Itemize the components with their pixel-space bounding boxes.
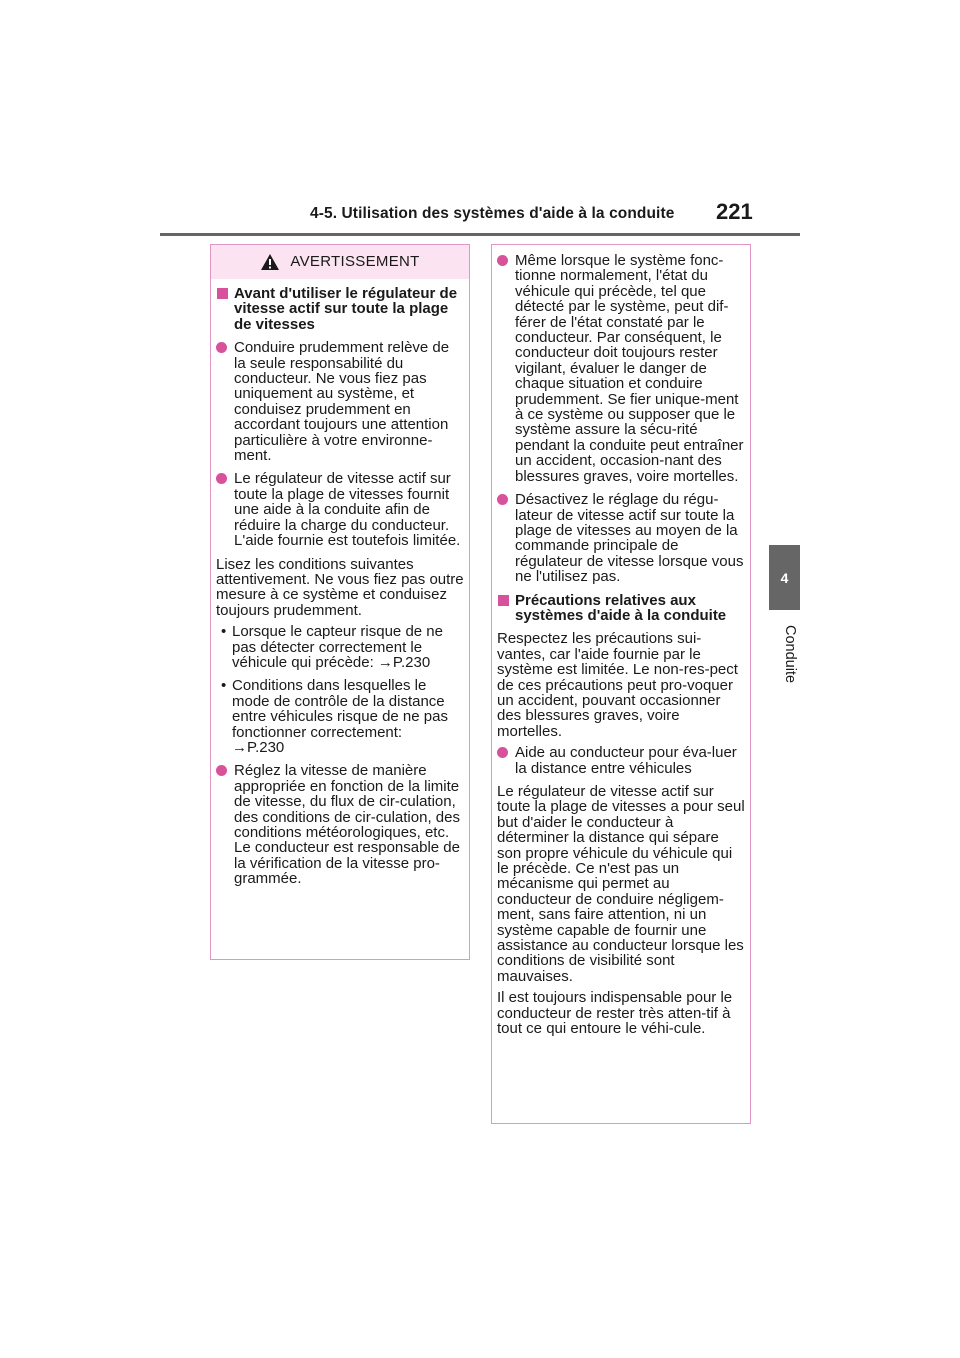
warning-header (211, 245, 469, 279)
bullet-item: Conduire prudemment relève de la seule responsabilité du conducteur. Ne vous fiez pas uniquement au système, et conduisez prudemment en accordant toujours une attention particulière à votre environne-ment. (216, 340, 464, 463)
page-reference-link[interactable]: →P.230 (232, 738, 285, 756)
header-rule (160, 233, 800, 236)
section-title: 4-5. Utilisation des systèmes d'aide à la conduite (310, 205, 675, 222)
section-heading: Avant d'utiliser le régulateur de vitesse actif sur toute la plage de vitesses (216, 286, 464, 332)
warning-heading: AVERTISSEMENT (290, 253, 420, 271)
dash-item-text: Conditions dans lesquelles le mode de contrôle de la distance entre véhicules risque de ne pas fonctionner correctement: (232, 677, 448, 741)
chapter-label: Conduite (782, 625, 798, 684)
continued-warning-box (491, 244, 751, 1124)
paragraph: Respectez les précautions sui-vantes, car l'aide fournie par le système est limitée. Le non-res-pect de ces précautions peut pro-voquer un accident, pouvant occasionner des blessures graves, voire mortelles. (497, 630, 738, 740)
warning-triangle-icon (260, 253, 280, 271)
paragraph: Le régulateur de vitesse actif sur toute la plage de vitesses a pour seul but d'aider le conducteur à déterminer la distance qui sépare son propre véhicule du véhicule qui le précède. Ce n'est pas un mécanisme qui permet au conducteur de conduire négligem-ment, sans faire attention, ni un système capable de fournir une assistance au conducteur lorsque les conditions de visibilité sont mauvaises. (497, 783, 745, 985)
page-number: 221 (716, 199, 753, 224)
bullet-item: Même lorsque le système fonc-tionne normalement, l'état du véhicule qui précède, tel que détecté par le système, peut dif-férer de l'état constaté par le conducteur. Par conséquent, le conducteur doit toujours rester vigilant, évaluer le danger de chaque situation et conduire prudemment. Se fier unique-ment à ce système ou supposer que le système assure la sécu-rité pendant la conduite peut entraîner un accident, occasion-nant des blessures graves, voire mortelles. (497, 253, 745, 484)
section-heading: Précautions relatives aux systèmes d'aide à la conduite (497, 593, 745, 624)
dash-item (216, 678, 464, 755)
chapter-tab[interactable] (769, 545, 800, 610)
paragraph: Lisez les conditions suivantes attentivement. Ne vous fiez pas outre mesure à ce système et conduisez toujours prudemment. (216, 555, 464, 619)
bullet-item: Aide au conducteur pour éva-luer la distance entre véhicules (497, 745, 745, 776)
bullet-item: Réglez la vitesse de manière appropriée en fonction de la limite de vitesse, du flux de cir-culation, des conditions de cir-culation, des conditions météorologiques, etc. Le conducteur est responsable de la vérification de la vitesse pro-grammée. (216, 763, 464, 886)
bullet-item: Désactivez le réglage du régu-lateur de vitesse actif sur toute la plage de vitesses au moyen de la commande principale de régulateur de vitesse lorsque vous ne l'utilisez pas. (497, 492, 745, 584)
paragraph: Il est toujours indispensable pour le conducteur de rester très atten-tif à tout ce qui entoure le véhi-cule. (497, 989, 733, 1038)
chapter-number: 4 (780, 569, 789, 586)
dash-item: • Lorsque le capteur risque de ne pas détecter correctement le véhicule qui précède: →P.230 (216, 624, 464, 670)
warning-box (210, 244, 470, 960)
bullet-item: Le régulateur de vitesse actif sur toute la plage de vitesses fournit une aide à la conduite afin de réduire la charge du conducteur. L'aide fournie est toutefois limitée. (216, 471, 464, 548)
